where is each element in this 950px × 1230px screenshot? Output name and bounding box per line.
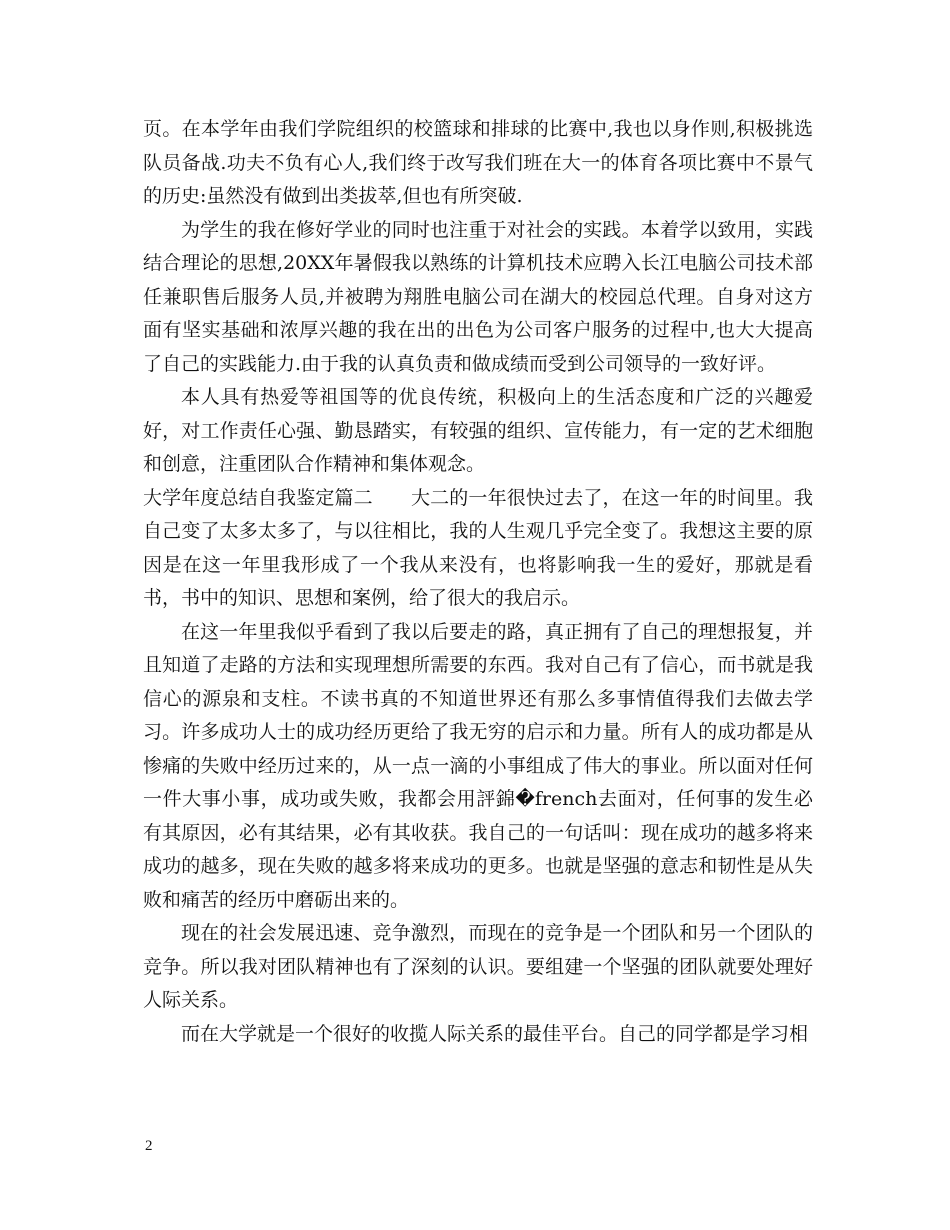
section-two-block	[143, 482, 813, 616]
paragraph-personal-qualities: 本人具有热爱等祖国等的优良传统，积极向上的生活态度和广泛的兴趣爱好，对工作责任心强、勤恳踏实，有较强的组织、宣传能力，有一定的艺术细胞和创意，注重团队合作精神和集体观念。	[143, 386, 813, 475]
page-number: 2	[145, 1138, 153, 1154]
section-heading: 大学年度总结自我鉴定篇二	[143, 486, 373, 509]
section-first-paragraph: 大二的一年很快过去了，在这一年的时间里。我自己变了太多太多了，与以往相比，我的人生观几乎完全变了。我想这主要的原因是在这一年里我形成了一个我从来没有，也将影响我一生的爱好，那就是看书，书中的知识、思想和案例，给了很大的我启示。	[143, 486, 813, 609]
paragraph-continuation: 页。在本学年由我们学院组织的校篮球和排球的比赛中,我也以身作则,积极挑选队员备战.功夫不负有心人,我们终于改写我们班在大一的体育各项比赛中不景气的历史:虽然没有做到出类拔萃,但也有所突破.	[143, 118, 813, 207]
paragraph-team-spirit: 现在的社会发展迅速、竞争激烈，而现在的竞争是一个团队和另一个团队的竞争。所以我对团队精神也有了深刻的认识。要组建一个坚强的团队就要处理好人际关系。	[143, 922, 813, 1011]
document-body	[143, 113, 813, 1051]
paragraph-university-relations: 而在大学就是一个很好的收揽人际关系的最佳平台。自己的同学都是学习相	[181, 1022, 809, 1045]
paragraph-social-practice: 为学生的我在修好学业的同时也注重于对社会的实践。本着学以致用，实践结合理论的思想,20XX年暑假我以熟练的计算机技术应聘入长江电脑公司技术部任兼职售后服务人员,并被聘为翔胜电脑公司在湖大的校园总代理。自身对这方面有坚实基础和浓厚兴趣的我在出的出色为公司客户服务的过程中,也大大提高了自己的实践能力.由于我的认真负责和做成绩而受到公司领导的一致好评。	[143, 218, 813, 375]
paragraph-reading-insight: 在这一年里我似乎看到了我以后要走的路，真正拥有了自己的理想报复，并且知道了走路的方法和实现理想所需要的东西。我对自己有了信心，而书就是我信心的源泉和支柱。不读书真的不知道世界还有那么多事情值得我们去做去学习。许多成功人士的成功经历更给了我无穷的启示和力量。所有人的成功都是从惨痛的失败中经历过来的，从一点一滴的小事组成了伟大的事业。所以面对任何一件大事小事，成功或失败，我都会用評錦�french去面对，任何事的发生必有其原因，必有其结果，必有其收获。我自己的一句话叫：现在成功的越多将来成功的越多，现在失败的越多将来成功的更多。也就是坚强的意志和韧性是从失败和痛苦的经历中磨砺出来的。	[143, 620, 813, 911]
